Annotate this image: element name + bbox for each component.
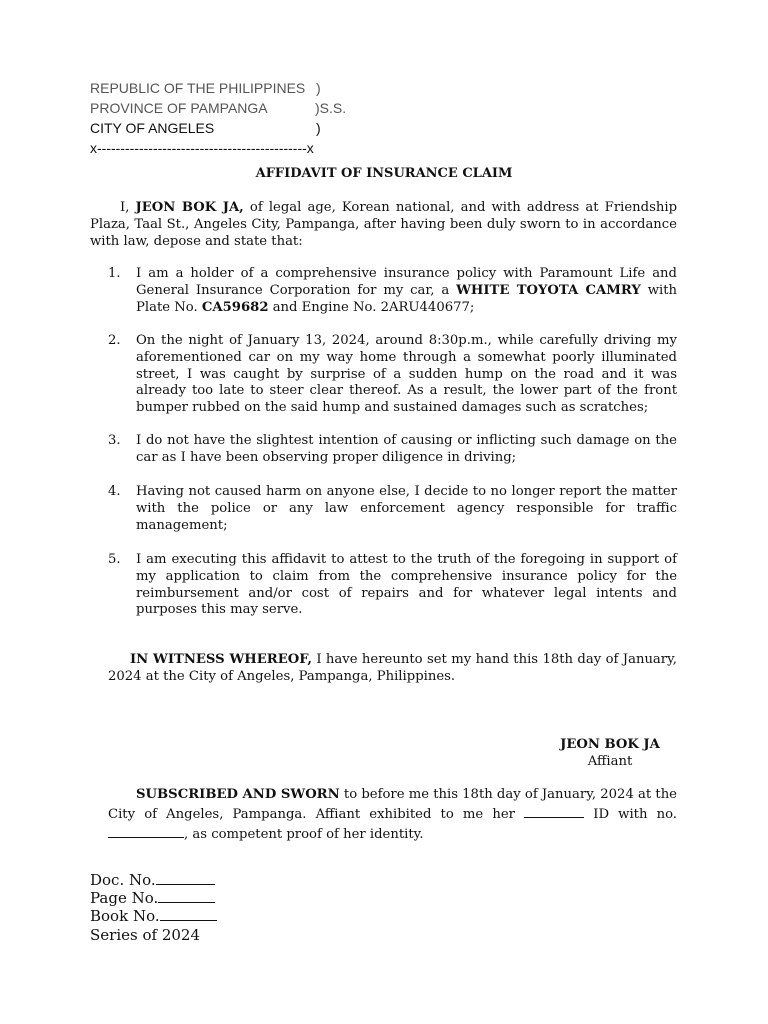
caption-paren: ) bbox=[316, 80, 321, 96]
caption-paren: ) bbox=[316, 120, 321, 136]
item-text-part: with Plate No. bbox=[136, 282, 677, 315]
caption-province: PROVINCE OF PAMPANGA bbox=[90, 100, 268, 116]
series-year: Series of 2024 bbox=[90, 925, 200, 944]
document-title: AFFIDAVIT OF INSURANCE CLAIM bbox=[255, 166, 513, 181]
list-item bbox=[108, 484, 677, 534]
affiant-name: JEON BOK JA, bbox=[135, 200, 244, 215]
venue-caption bbox=[90, 78, 347, 158]
id-number-blank bbox=[108, 824, 184, 838]
item-text: I am executing this affidavit to attest to the truth of the foregoing in support of my application to claim from the comprehensive insurance policy for the reimbursement and/or cost of repairs and for whatever legal intents and purposes this may serve. bbox=[136, 552, 677, 618]
doc-blank bbox=[156, 871, 215, 885]
jurat-heading: SUBSCRIBED AND SWORN bbox=[136, 787, 340, 802]
plate-number: CA59682 bbox=[201, 299, 269, 315]
intro-text: of legal age, Korean national, and with address at Friendship Plaza, Taal St., Angeles City, Pampanga, after having been duly sworn to in accordance with law, depose and state that: bbox=[90, 200, 678, 249]
signature-role: Affiant bbox=[587, 754, 633, 769]
caption-row-province bbox=[90, 98, 347, 118]
item-number: 3. bbox=[108, 433, 121, 448]
caption-row-republic bbox=[90, 78, 321, 98]
jurat-text: ID with no. bbox=[584, 806, 677, 822]
page-label: Page No. bbox=[90, 889, 159, 908]
witness-paragraph bbox=[108, 652, 677, 686]
vehicle-name: WHITE TOYOTA CAMRY bbox=[456, 282, 641, 298]
page-blank bbox=[158, 889, 215, 903]
witness-text: I have hereunto set my hand this 18th day of January, 2024 at the City of Angeles, Pampanga, Philippines. bbox=[108, 652, 677, 684]
doc-label: Doc. No. bbox=[90, 871, 156, 889]
doc-number bbox=[90, 871, 217, 889]
id-type-blank bbox=[524, 804, 584, 818]
item-number: 4. bbox=[108, 484, 121, 499]
item-number: 2. bbox=[108, 333, 121, 348]
book-blank bbox=[160, 907, 217, 921]
item-number: 5. bbox=[108, 552, 121, 567]
item-text: Having not caused harm on anyone else, I decide to no longer report the matter with the police or any law enforcement agency responsible for traffic management; bbox=[136, 484, 677, 533]
caption-row-city bbox=[90, 118, 321, 138]
page-number bbox=[90, 889, 217, 907]
jurat-paragraph bbox=[108, 787, 677, 843]
item-text-part: I am a holder of a comprehensive insurance policy with Paramount Life and General Insurance Corporation for my car, a bbox=[136, 266, 677, 298]
item-number: 1. bbox=[108, 266, 121, 281]
item-text bbox=[136, 266, 677, 316]
book-number bbox=[90, 907, 217, 925]
item-text-part: and Engine No. 2ARU440677; bbox=[268, 299, 475, 315]
caption-city: CITY OF ANGELES bbox=[90, 120, 215, 136]
notarial-register bbox=[90, 871, 217, 944]
list-item bbox=[108, 266, 677, 316]
item-text: I do not have the slightest intention of causing or inflicting such damage on the car as I have been observing proper diligence in driving; bbox=[136, 433, 677, 465]
list-item bbox=[108, 433, 677, 467]
signature-name: JEON BOK JA bbox=[560, 737, 660, 752]
caption-ss: )S.S. bbox=[315, 100, 347, 116]
jurat-text: to before me this 18th day of January, 2024 at the City of Angeles, Pampanga. Affiant exhibited to me her bbox=[108, 787, 677, 822]
list-item bbox=[108, 333, 677, 417]
item-text: On the night of January 13, 2024, around 8:30p.m., while carefully driving my aforementioned car on my way home through a somewhat poorly illuminated street, I was caught by surprise of a sudden hump on the road and it was already too late to steer clear thereof. As a result, the lower part of the front bumper rubbed on the said hump and sustained damages such as scratches; bbox=[136, 333, 677, 416]
intro-lead: I, bbox=[120, 200, 136, 215]
intro-paragraph bbox=[90, 200, 677, 250]
jurat-text: , as competent proof of her identity. bbox=[184, 826, 424, 842]
witness-heading: IN WITNESS WHEREOF, bbox=[130, 652, 312, 667]
list-item bbox=[108, 552, 677, 619]
book-label: Book No. bbox=[90, 907, 160, 926]
caption-republic: REPUBLIC OF THE PHILIPPINES bbox=[90, 80, 306, 96]
caption-separator: x---------------------------------------------x bbox=[90, 140, 314, 156]
